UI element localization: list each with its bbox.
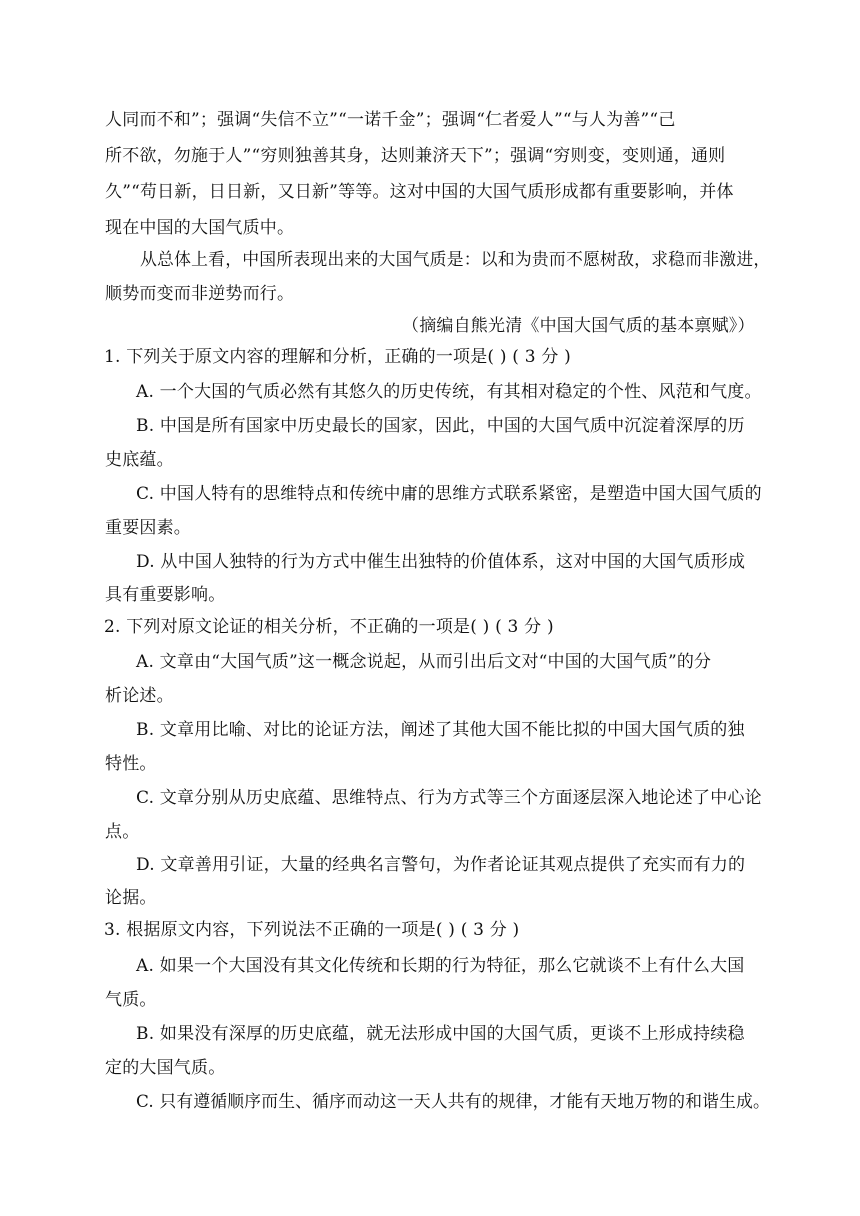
option-a-cont: 析论述。 <box>105 686 174 706</box>
option-c-cont: 重要因素。 <box>105 518 191 538</box>
option-a: A. 如果一个大国没有其文化传统和长期的行为特征，那么它就谈不上有什么大国 <box>136 956 745 976</box>
option-c: C. 文章分别从历史底蕴、思维特点、行为方式等三个方面逐层深入地论述了中心论 <box>136 788 762 808</box>
option-b-cont: 定的大国气质。 <box>105 1058 226 1078</box>
passage-line: 从总体上看，中国所表现出来的大国气质是：以和为贵而不愿树敌，求稳而非激进， <box>140 250 771 270</box>
question-stem: 2. 下列对原文论证的相关分析，不正确的一项是( ) ( 3 分 ) <box>104 617 554 637</box>
option-c: C. 只有遵循顺序而生、循序而动这一天人共有的规律，才能有天地万物的和谐生成。 <box>136 1092 771 1112</box>
option-c-cont: 点。 <box>105 822 140 842</box>
passage-line: 顺势而变而非逆势而行。 <box>105 284 295 304</box>
option-a-cont: 气质。 <box>105 990 157 1010</box>
passage-line: 久”“苟日新，日日新，又日新”等等。这对中国的大国气质形成都有重要影响，并体 <box>105 182 734 202</box>
passage-line: 人同而不和”；强调“失信不立”“一诺千金”；强调“仁者爱人”“与人为善”“己 <box>105 110 676 130</box>
option-b: B. 如果没有深厚的历史底蕴，就无法形成中国的大国气质，更谈不上形成持续稳 <box>136 1024 745 1044</box>
option-b-cont: 史底蕴。 <box>105 450 174 470</box>
source-citation: （摘编自熊光清《中国大国气质的基本禀赋》） <box>402 316 755 336</box>
option-b: B. 中国是所有国家中历史最长的国家，因此，中国的大国气质中沉淀着深厚的历 <box>136 416 745 436</box>
question-stem: 3. 根据原文内容，下列说法不正确的一项是( ) ( 3 分 ) <box>104 920 520 940</box>
passage-line: 现在中国的大国气质中。 <box>105 218 295 238</box>
option-b: B. 文章用比喻、对比的论证方法，阐述了其他大国不能比拟的中国大国气质的独 <box>136 720 745 740</box>
option-d: D. 从中国人独特的行为方式中催生出独特的价值体系，这对中国的大国气质形成 <box>136 552 746 572</box>
option-d-cont: 论据。 <box>105 888 157 908</box>
option-c: C. 中国人特有的思维特点和传统中庸的思维方式联系紧密，是塑造中国大国气质的 <box>136 484 762 504</box>
option-a: A. 一个大国的气质必然有其悠久的历史传统，有其相对稳定的个性、风范和气度。 <box>136 382 762 402</box>
passage-line: 所不欲，勿施于人”“穷则独善其身，达则兼济天下”；强调“穷则变，变则通，通则 <box>105 146 726 166</box>
option-b-cont: 特性。 <box>105 754 157 774</box>
option-d-cont: 具有重要影响。 <box>105 585 226 605</box>
option-a: A. 文章由“大国气质”这一概念说起，从而引出后文对“中国的大国气质”的分 <box>136 652 712 672</box>
question-stem: 1. 下列关于原文内容的理解和分析，正确的一项是( ) ( 3 分 ) <box>104 347 571 367</box>
option-d: D. 文章善用引证，大量的经典名言警句，为作者论证其观点提供了充实而有力的 <box>136 855 746 875</box>
